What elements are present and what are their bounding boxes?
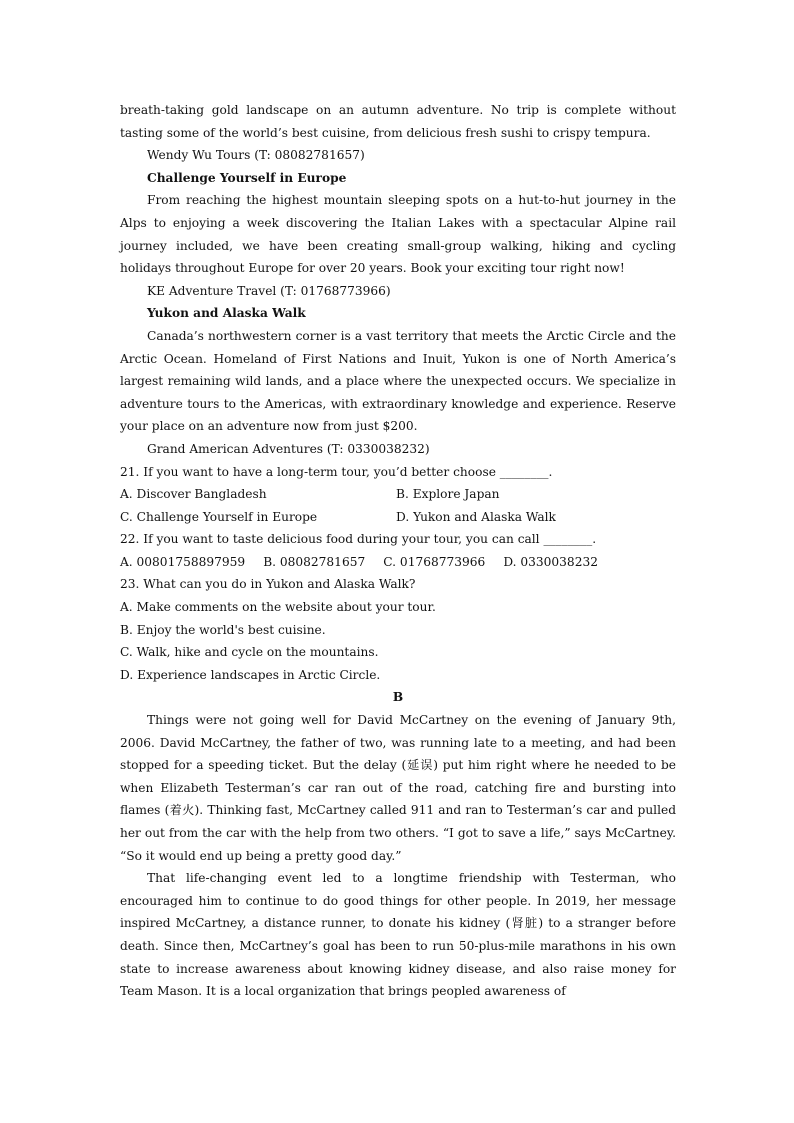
- option-23-c: C. Walk, hike and cycle on the mountains.: [120, 645, 379, 660]
- option-22-b: B. 08082781657: [263, 554, 366, 569]
- question-21-options-row-1: [120, 483, 676, 506]
- passage-a-continued-paragraph: breath-taking gold landscape on an autumn adventure. No trip is complete without tasting some of the world’s best cuisine, from delicious fresh sushi to crispy tempura.: [120, 103, 676, 140]
- question-21-options-row-2: [120, 506, 676, 529]
- question-22-options: [120, 551, 598, 574]
- question-21: 21. If you want to have a long-term tour, you’d better choose ________.: [120, 464, 553, 479]
- contact-wendy-wu: Wendy Wu Tours (T: 08082781657): [147, 148, 365, 163]
- heading-yukon: Yukon and Alaska Walk: [147, 306, 306, 321]
- option-23-a: A. Make comments on the website about your tour.: [120, 600, 436, 615]
- contact-grand-american: Grand American Adventures (T: 0330038232): [147, 441, 430, 456]
- heading-europe: Challenge Yourself in Europe: [147, 170, 347, 185]
- contact-ke-adventure: KE Adventure Travel (T: 01768773966): [147, 283, 391, 298]
- option-22-c: C. 01768773966: [383, 554, 486, 569]
- option-23-d: D. Experience landscapes in Arctic Circle.: [120, 667, 381, 682]
- passage-b-paragraph-2: That life-changing event led to a longtime friendship with Testerman, who encouraged him to continue to do good things for other people. In 2019, her message inspired McCartney, a distance runner, to donate his kidney (肾脏) to a stranger before death. Since then, McCartney’s goal has been to run 50-plus-mile marathons in his own state to increase awareness about knowing kidney disease, and also raise money for Team Mason. It is a local organization that brings peopled awareness of: [120, 871, 676, 999]
- question-23: 23. What can you do in Yukon and Alaska Walk?: [120, 577, 416, 592]
- option-23-b: B. Enjoy the world's best cuisine.: [120, 622, 326, 637]
- document-page: [120, 99, 676, 1003]
- passage-b-paragraph-1: Things were not going well for David McCartney on the evening of January 9th, 2006. David McCartney, the father of two, was running late to a meeting, and had been stopped for a speeding ticket. But the delay (延误) put him right where he needed to be when Elizabeth Testerman’s car ran out of the road, catching fire and bursting into flames (着火). Thinking fast, McCartney called 911 and ran to Testerman’s car and pulled her out from the car with the help from two others. “I got to save a life,” says McCartney. “So it would end up being a pretty good day.”: [120, 713, 676, 863]
- section-b-heading: B: [392, 690, 404, 705]
- option-22-a: A. 00801758897959: [120, 554, 246, 569]
- option-21-d: D. Yukon and Alaska Walk: [396, 509, 556, 524]
- option-21-b: B. Explore Japan: [396, 487, 500, 502]
- question-22: 22. If you want to taste delicious food during your tour, you can call ________.: [120, 532, 597, 547]
- option-21-a: A. Discover Bangladesh: [120, 487, 267, 502]
- paragraph-yukon: Canada’s northwestern corner is a vast territory that meets the Arctic Circle and the Arctic Ocean. Homeland of First Nations and Inuit, Yukon is one of North America’s largest remaining wild lands, and a place where the unexpected occurs. We specialize in adventure tours to the Americas, with extraordinary knowledge and experience. Reserve your place on an adventure now from just $200.: [120, 328, 676, 434]
- paragraph-europe: From reaching the highest mountain sleeping spots on a hut-to-hut journey in the Alps to enjoying a week discovering the Italian Lakes with a spectacular Alpine rail journey included, we have been creating small-group walking, hiking and cycling holidays throughout Europe for over 20 years. Book your exciting tour right now!: [120, 193, 676, 276]
- option-22-d: D. 0330038232: [503, 554, 598, 569]
- option-21-c: C. Challenge Yourself in Europe: [120, 509, 318, 524]
